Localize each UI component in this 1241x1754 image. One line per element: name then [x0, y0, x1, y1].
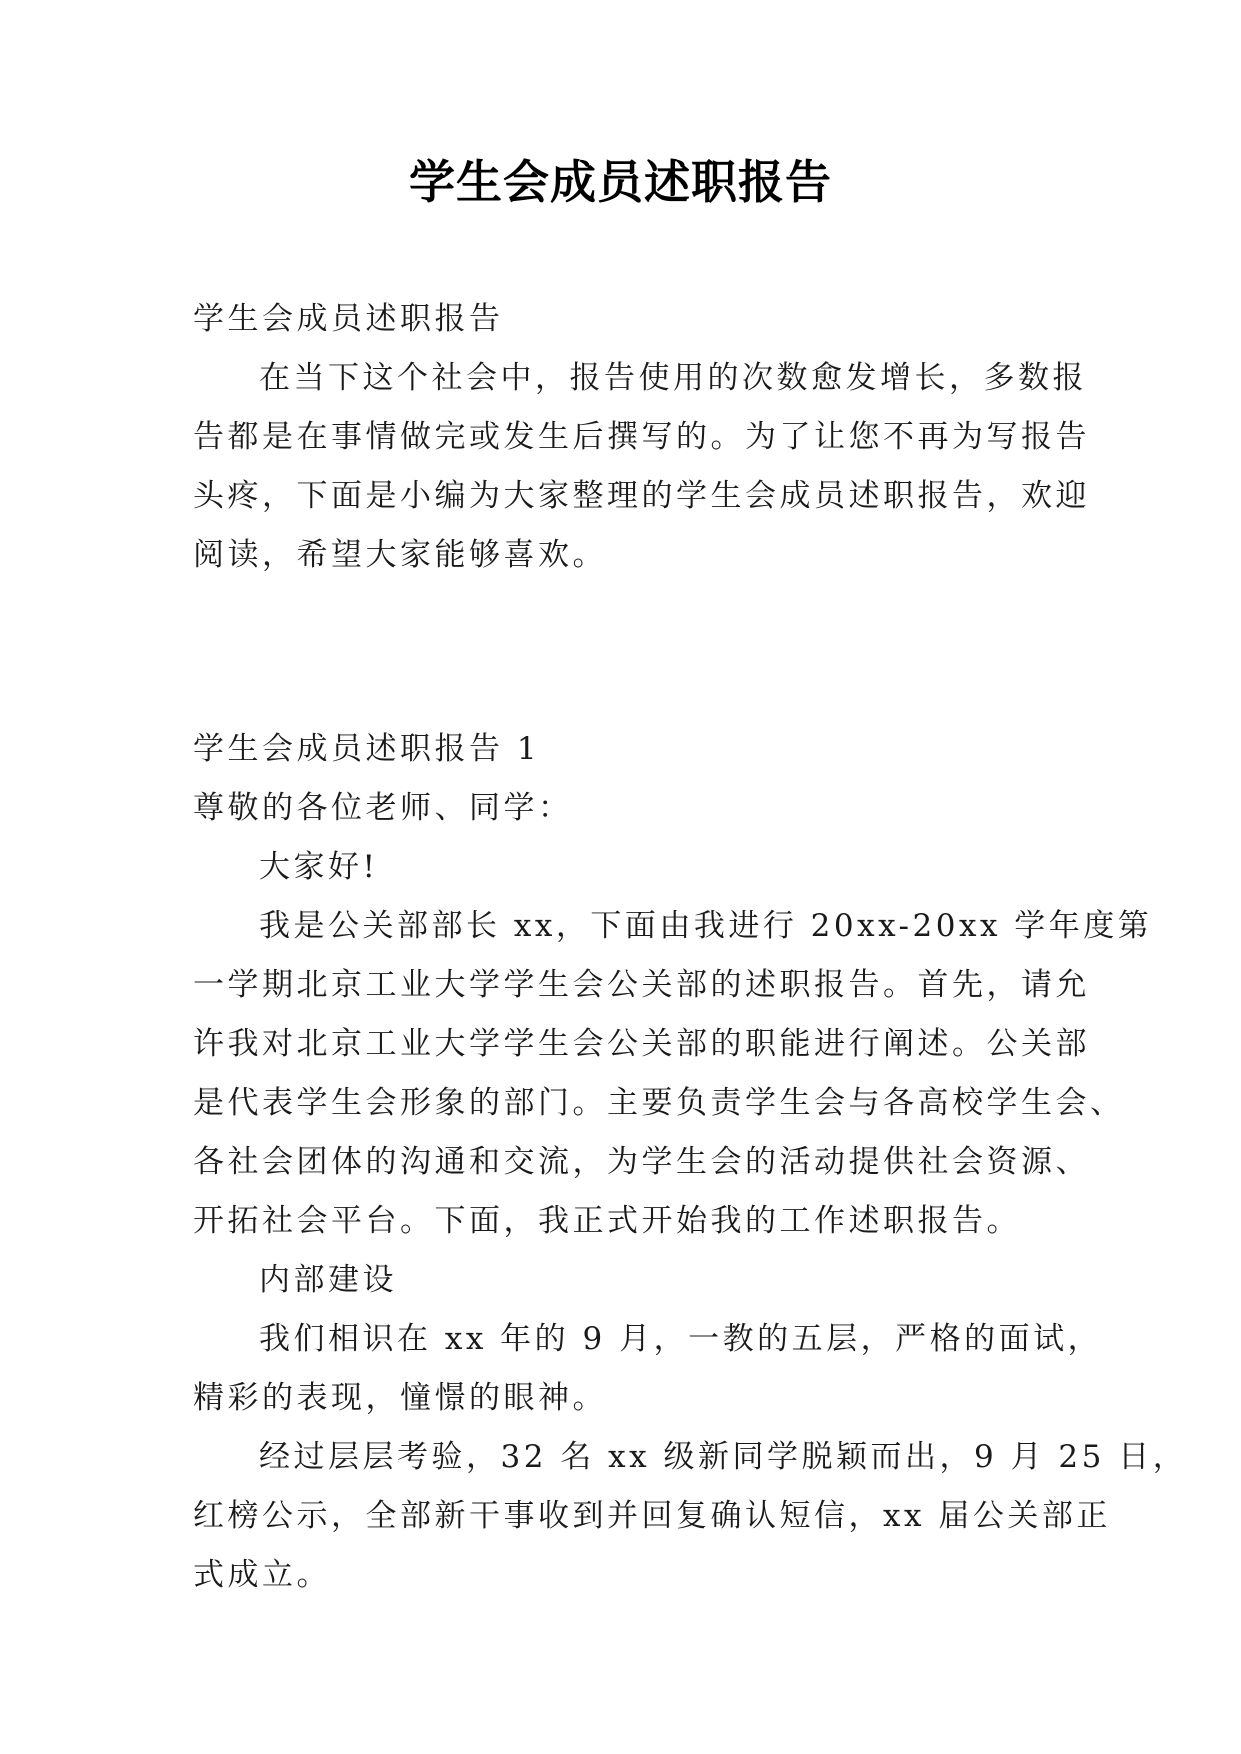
- paragraph-line: 经过层层考验，32 名 xx 级新同学脱颖而出，9 月 25 日，: [259, 1439, 1188, 1475]
- salutation: 尊敬的各位老师、同学：: [193, 790, 573, 826]
- paragraph-line: 头疼，下面是小编为大家整理的学生会成员述职报告，欢迎: [193, 478, 1090, 514]
- greeting: 大家好!: [259, 849, 379, 885]
- paragraph-line: 是代表学生会形象的部门。主要负责学生会与各高校学生会、: [193, 1085, 1125, 1121]
- section-gap: [193, 585, 1053, 720]
- section-heading: 学生会成员述职报告 1: [193, 731, 541, 767]
- paragraph-line: 一学期北京工业大学学生会公关部的述职报告。首先，请允: [193, 967, 1090, 1003]
- subsection-heading: 内部建设: [259, 1262, 397, 1298]
- paragraph-line: 各社会团体的沟通和交流，为学生会的活动提供社会资源、: [193, 1144, 1090, 1180]
- paragraph-line: 红榜公示，全部新干事收到并回复确认短信，xx 届公关部正: [193, 1498, 1111, 1534]
- document-title: 学生会成员述职报告: [409, 155, 832, 209]
- intro-heading: 学生会成员述职报告: [193, 301, 504, 337]
- paragraph-line: 我们相识在 xx 年的 9 月，一教的五层，严格的面试，: [259, 1321, 1103, 1357]
- document-body: [193, 290, 1188, 1605]
- paragraph-line: 开拓社会平台。下面，我正式开始我的工作述职报告。: [193, 1203, 1021, 1239]
- paragraph-line: 精彩的表现，憧憬的眼神。: [193, 1380, 607, 1416]
- paragraph-line: 阅读，希望大家能够喜欢。: [193, 537, 607, 573]
- paragraph-line: 在当下这个社会中，报告使用的次数愈发增长，多数报: [259, 360, 1087, 396]
- paragraph-line: 告都是在事情做完或发生后撰写的。为了让您不再为写报告: [193, 419, 1090, 455]
- paragraph-line: 许我对北京工业大学学生会公关部的职能进行阐述。公关部: [193, 1026, 1090, 1062]
- paragraph-line: 我是公关部部长 xx，下面由我进行 20xx-20xx 学年度第: [259, 908, 1153, 944]
- paragraph-line: 式成立。: [193, 1557, 331, 1593]
